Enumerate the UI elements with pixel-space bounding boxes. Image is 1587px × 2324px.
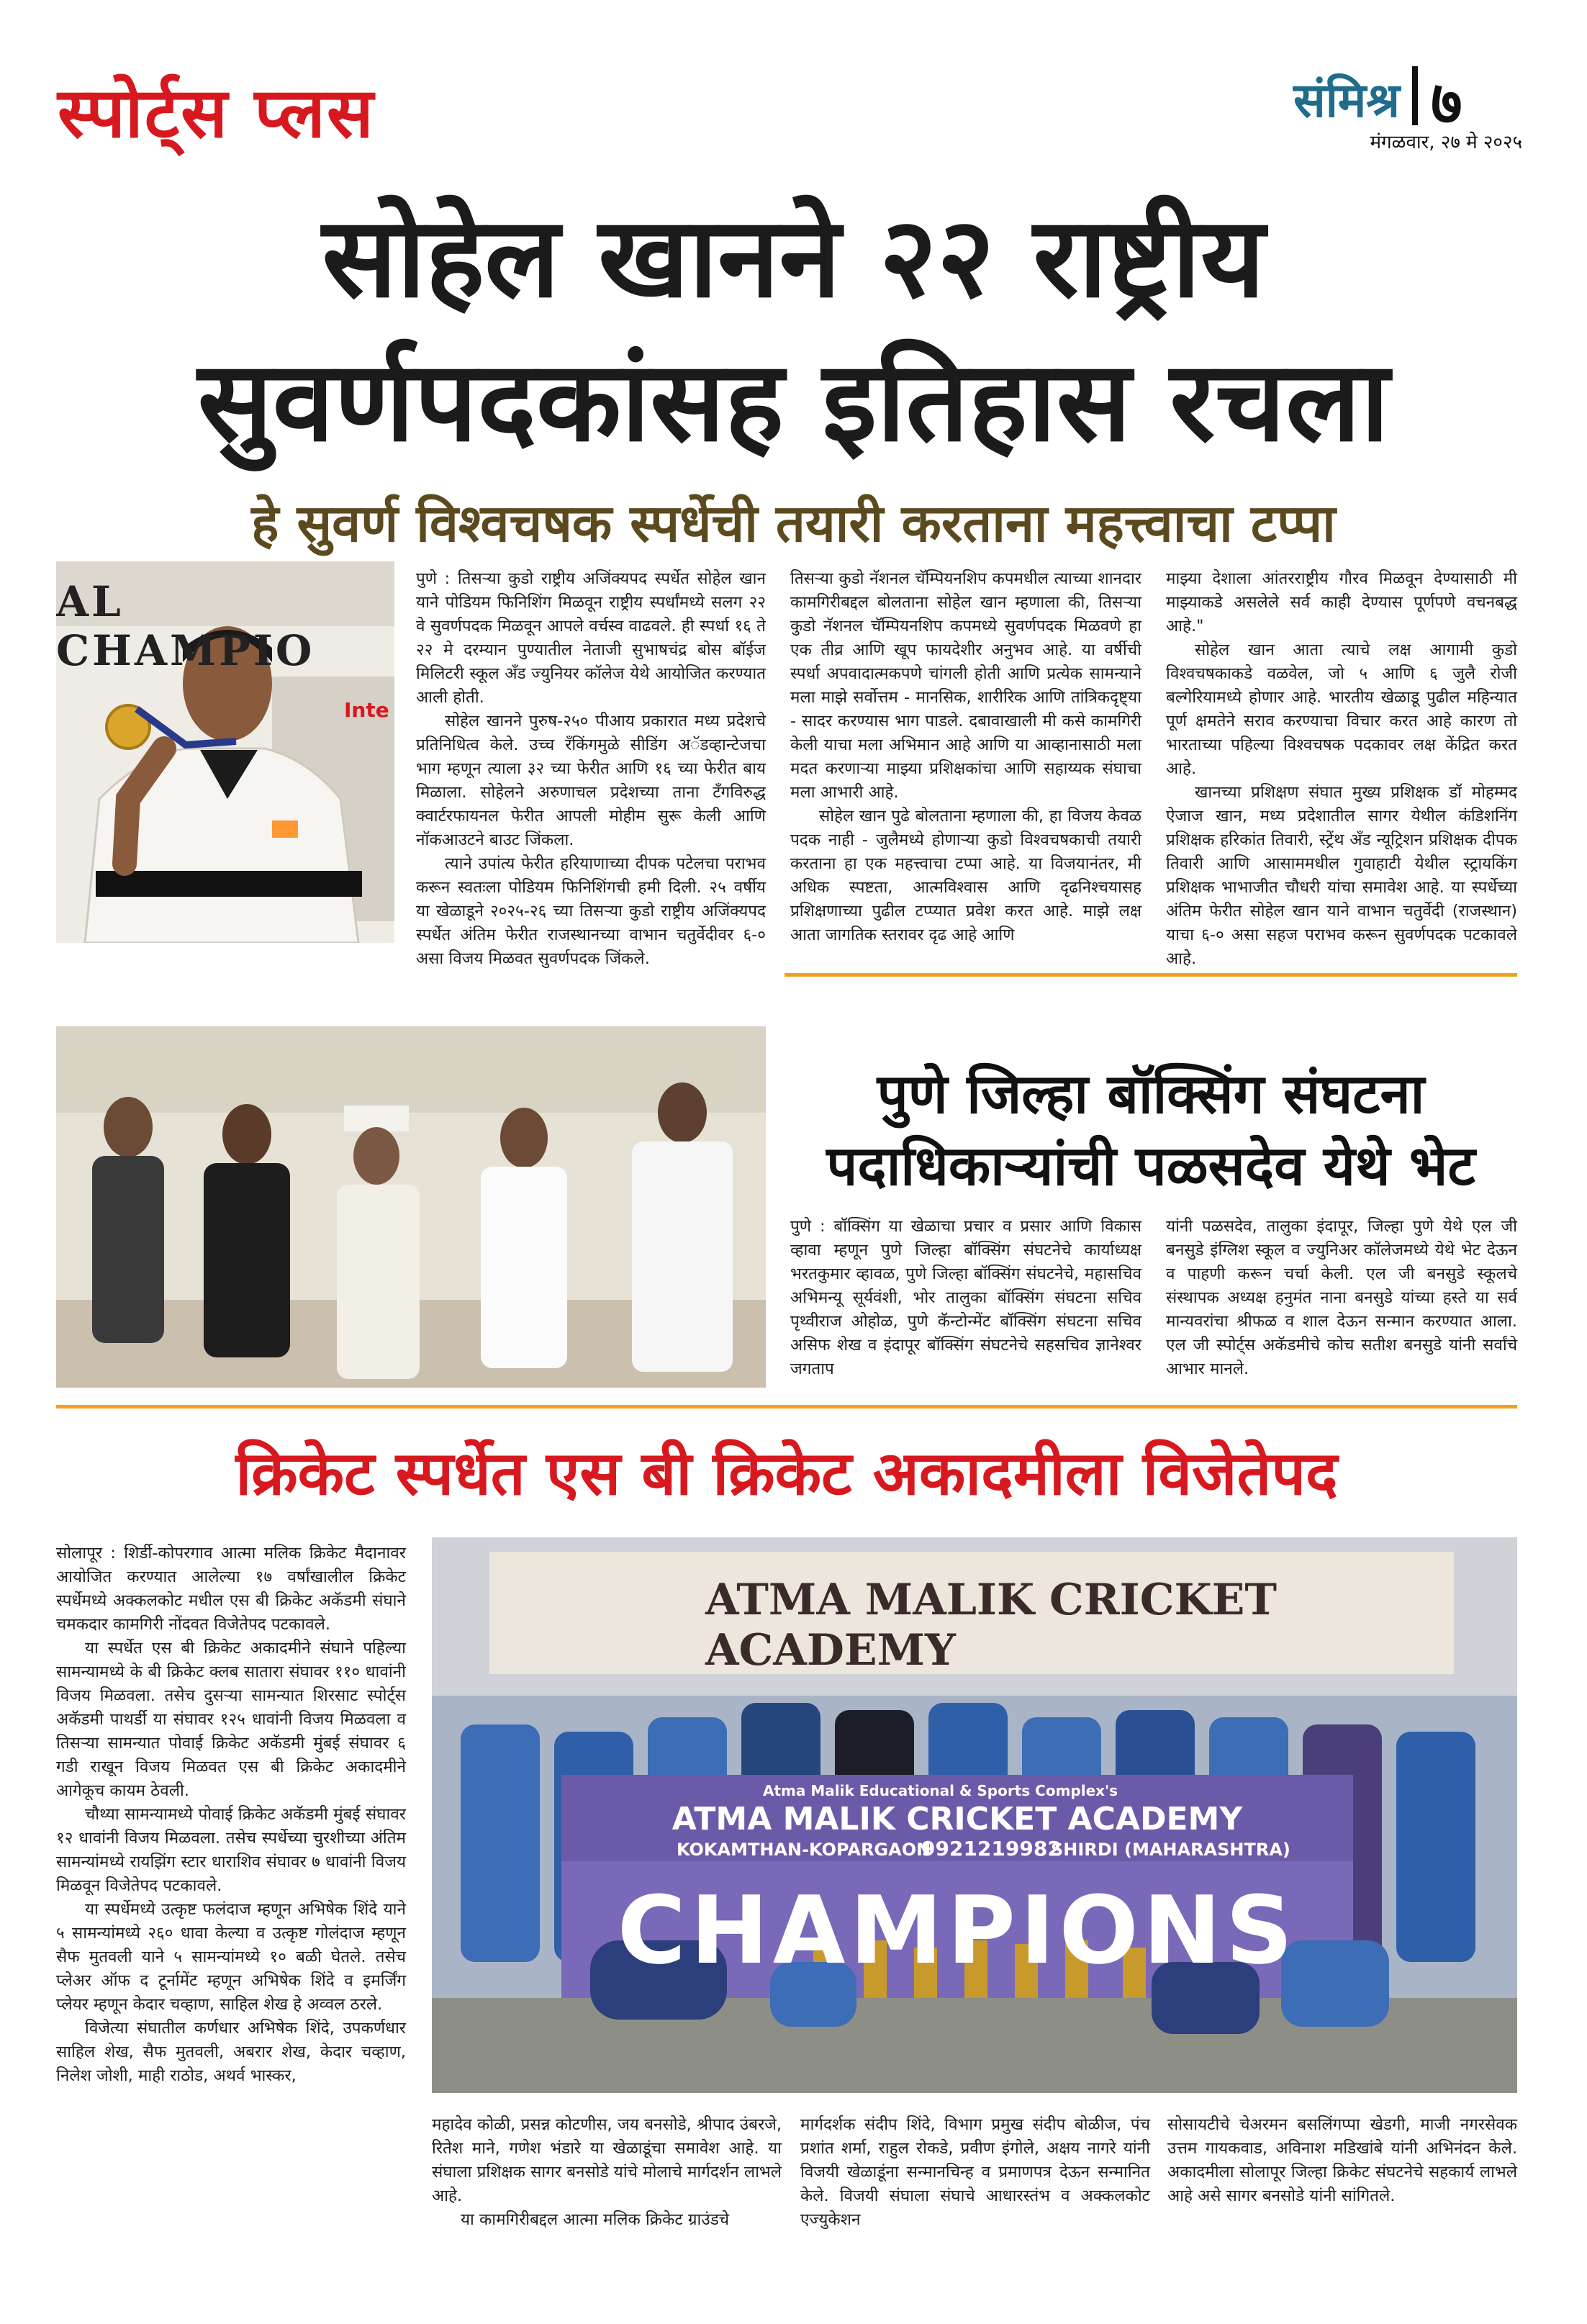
article2-col1-para1: पुणे : बॉक्सिंग या खेळाचा प्रचार व प्रसार आणि विकास व्हावा म्हणून पुणे जिल्हा बॉक्सिंग संघटनेचे कार्याध्यक्ष भरतकुमार व्हावळ, पुणे जिल्हा बॉक्सिंग संघटनेचे, महासचिव अभिमन्यू सूर्यवंशी, भोर तालुका बॉक्सिंग संघटना सचिव पृथ्वीराज ओहोळ, पुणे कॅन्टोन्मेंट बॉक्सिंग संघटना सचिव असिफ शेख व इंदापूर बॉक्सिंग संघटनेचे सहसचिव ज्ञानेश्वर जगताप	[790, 1217, 1141, 1378]
boxing-officials-photo	[56, 1026, 766, 1388]
section-divider	[1412, 66, 1418, 125]
boxing-officials-illustration	[56, 1026, 766, 1388]
article3-left-para5: विजेत्या संघातील कर्णधार अभिषेक शिंदे, उपकर्णधार साहिल शेख, सैफ मुतवली, अबरार शेख, केदार चव्हाण, निलेश जोशी, माही राठोड, अथर्व भास्कर,	[56, 2019, 406, 2085]
article1-subheadline: हे सुवर्ण विश्वचषक स्पर्धेची तयारी करताना महत्त्वाचा टप्पा	[251, 492, 1336, 553]
banner-title: ATMA MALIK CRICKET ACADEMY	[672, 1801, 1243, 1837]
article1-column-3	[1166, 567, 1517, 971]
article3-column-left	[56, 1542, 406, 2088]
article2-col2-para1: यांनी पळसदेव, तालुका इंदापूर, जिल्हा पुणे येथे एल जी बनसुडे इंग्लिश स्कूल व ज्युनिअर कॉलेजमध्ये येथे भेट देऊन व पाहणी करून चर्चा केली. एल जी बनसुडे स्कूलचे संस्थापक अध्यक्ष हनुमंत नाना बनसुडे यांच्या हस्ते या सर्व मान्यवरांचा श्रीफळ व शाल देऊन सन्मान करण्यात आला. एल जी स्पोर्ट्स अकॅडमीचे कोच सतीश बनसुडे यांनी सर्वांचे आभार मानले.	[1166, 1217, 1517, 1378]
article1-headline-line2: सुवर्णपदकांसह इतिहास रचला	[197, 336, 1390, 466]
dateline: मंगळवार, २७ मे २०२५	[1370, 132, 1522, 153]
article1-col1-para1: पुणे : तिसऱ्या कुडो राष्ट्रीय अजिंक्यपद स्पर्धेत सोहेल खान याने पोडियम फिनिशिंग मिळवून राष्ट्रीय स्पर्धांमध्ये सलग २२ वे सुवर्णपदक मिळवून आपले वर्चस्व वाढवले. ही स्पर्धा १६ ते २२ मे दरम्यान पुण्यातील नेताजी सुभाषचंद्र बोस बॉईज मिलिटरी स्कूल अँड ज्युनियर कॉलेज येथे आयोजित करण्यात आली होती.	[416, 569, 766, 707]
article1-col2-para1: तिसऱ्या कुडो नॅशनल चॅम्पियनशिप कपमधील त्याच्या शानदार कामगिरीबद्दल बोलताना सोहेल खान म्हणाला की, तिसऱ्या कुडो नॅशनल चॅम्पियनशिप कपमध्ये सुवर्णपदक मिळवणे हा एक तीव्र आणि खूप फायदेशीर अनुभव आहे. या वर्षीची स्पर्धा अपवादात्मकपणे चांगली होती आणि प्रत्येक सामन्याने मला माझे सर्वोत्तम - मानसिक, शारीरिक आणि तांत्रिकदृष्ट्या - सादर करण्यास भाग पाडले. दबावाखाली मी कसे कामगिरी केली याचा मला अभिमान आहे आणि या आव्हानासाठी मला मदत करणाऱ्या माझ्या प्रशिक्षकांचा आणि सहाय्यक संघाचा मला आभारी आहे.	[790, 569, 1141, 802]
article1-column-2	[790, 567, 1141, 947]
article2-column-2	[1166, 1215, 1517, 1381]
article3-left-para3: चौथ्या सामन्यामध्ये पोवाई क्रिकेट अकॅडमी मुंबई संघावर १२ धावांनी विजय मिळवला. तसेच स्पर्धेच्या चुरशीच्या अंतिम सामन्यांमध्ये रायझिंग स्टार धाराशिव संघावर ७ धावांनी विजय मिळवून विजेतेपद पटकावले.	[56, 1805, 406, 1895]
article3-left-para1: सोलापूर : शिर्डी-कोपरगाव आत्मा मलिक क्रिकेट मैदानावर आयोजित करण्यात आलेल्या १७ वर्षांखालील क्रिकेट स्पर्धेमध्ये अक्कलकोट मधील एस बी क्रिकेट अकॅडमी संघाने चमकदार कामगिरी नोंदवत विजेतेपद पटकावले.	[56, 1544, 406, 1634]
article2-headline-line1: पुणे जिल्हा बॉक्सिंग संघटना	[877, 1062, 1425, 1126]
article3-column-b2	[800, 2113, 1150, 2232]
masthead-title: स्पोर्ट्स प्लस	[58, 72, 375, 153]
article2-top-rule	[785, 973, 1517, 977]
article2-headline	[785, 1058, 1517, 1202]
back-banner-text: ATMA MALIK CRICKET ACADEMY	[705, 1575, 1278, 1676]
article1-headline	[43, 186, 1544, 474]
article1-col3-para1: माझ्या देशाला आंतरराष्ट्रीय गौरव मिळवून देण्यासाठी मी माझ्याकडे असलेले सर्व काही देण्यास पूर्णपणे वचनबद्ध आहे."	[1166, 569, 1517, 636]
banner-small-text: Atma Malik Educational & Sports Complex's	[763, 1782, 1118, 1799]
article2-headline-line2: पदाधिकाऱ्यांची पळसदेव येथे भेट	[826, 1134, 1475, 1198]
cricket-team-photo	[432, 1537, 1517, 2093]
article3-left-para2: या स्पर्धेत एस बी क्रिकेट अकादमीने संघाने पहिल्या सामन्यामध्ये के बी क्रिकेट क्लब सातारा संघावर ११० धावांनी विजय मिळवला. तसेच दुसऱ्या सामन्यात शिरसाट स्पोर्ट्स अकॅडमी पाथर्डी या संघावर १२५ धावांनी विजय मिळवला व तिसऱ्या सामन्यात पोवाई क्रिकेट अकॅडमी मुंबई संघावर ६ गडी राखून विजय मिळवत एस बी क्रिकेट अकादमीने आगेकूच कायम ठेवली.	[56, 1639, 406, 1800]
article3-b1-para2: या कामगिरीबद्दल आत्मा मलिक क्रिकेट ग्राउंडचे	[461, 2210, 730, 2229]
banner-phone: 9921219982	[921, 1837, 1062, 1860]
article1-col2-para2: सोहेल खान पुढे बोलताना म्हणाला की, हा विजय केवळ पदक नाही - जुलैमध्ये होणाऱ्या कुडो विश्वचषकाची तयारी करताना हा एक महत्त्वाचा टप्पा आहे. या विजयानंतर, मी अधिक स्पष्टता, आत्मविश्वास आणि दृढनिश्चयासह प्रशिक्षणाच्या पुढील टप्प्यात प्रवेश करत आहे. माझे लक्ष आता जागतिक स्तरावर दृढ आहे आणि	[790, 807, 1141, 944]
article1-col3-para2: सोहेल खान आता त्याचे लक्ष आगामी कुडो विश्वचषकाकडे वळवेल, जो ५ आणि ६ जुलै रोजी बल्गेरियामध्ये होणार आहे. भारतीय खेळाडू पुढील महिन्यात पूर्ण क्षमतेने सराव करण्याचा विचार करत आहे कारण तो भारताच्या पहिल्या विश्वचषक पदकावर लक्ष केंद्रित करत आहे.	[1166, 641, 1517, 778]
banner-champions: CHAMPIONS	[617, 1876, 1298, 1985]
article1-col1-para3: त्याने उपांत्य फेरीत हरियाणाच्या दीपक पटेलचा पराभव करून स्वतःला पोडियम फिनिशिंगची हमी दिली. २५ वर्षीय या खेळाडूने २०२५-२६ च्या तिसऱ्या कुडो राष्ट्रीय अजिंक्यपद स्पर्धेत अंतिम फेरीत राजस्थानच्या वाभान चतुर्वेदीवर ६-० असा विजय मिळवत सुवर्णपदक जिंकले.	[416, 854, 766, 968]
section-label: संमिश्र	[1293, 72, 1400, 128]
article1-column-1	[416, 567, 766, 971]
article3-left-para4: या स्पर्धेमध्ये उत्कृष्ट फलंदाज म्हणून अभिषेक शिंदे याने ५ सामन्यांमध्ये २६० धावा केल्या व उत्कृष्ट गोलंदाज म्हणून सैफ मुतवली याने ५ सामन्यांमध्ये १० बळी घेतले. तसेच प्लेअर ऑफ द टूर्नामेंट म्हणून अभिषेक शिंदे व इमर्जिंग प्लेयर म्हणून केदार चव्हाण, साहिल शेख हे अव्वल ठरले.	[56, 1900, 406, 2014]
article3-top-rule	[56, 1405, 1517, 1409]
article1-headline-line1: सोहेल खानने २२ राष्ट्रीय	[322, 192, 1265, 322]
article3-b1-para1: महादेव कोळी, प्रसन्न कोटणीस, जय बनसोडे, श्रीपाद उंबरजे, रितेश माने, गणेश भंडारे या खेळाडूंचा समावेश आहे. या संघाला प्रशिक्षक सागर बनसोडे यांचे मोलाचे मार्गदर्शन लाभले आहे.	[432, 2115, 782, 2205]
article3-headline: क्रिकेट स्पर्धेत एस बी क्रिकेट अकादमीला विजेतेपद	[235, 1437, 1338, 1509]
photo-banner-text: AL CHAMPIO	[56, 577, 315, 675]
photo-banner-text-2: Inte	[344, 698, 389, 722]
article3-b3-para1: सोसायटीचे चेअरमन बसलिंगप्पा खेडगी, माजी नगरसेवक उत्तम गायकवाड, अविनाश मडिखांबे यांनी अभिनंदन केले. अकादमीला सोलापूर जिल्हा क्रिकेट संघटनेचे सहकार्य लाभले आहे असे सागर बनसोडे यांनी सांगितले.	[1167, 2115, 1517, 2205]
article3-column-b3	[1167, 2113, 1517, 2208]
article1-col1-para2: सोहेल खानने पुरुष-२५० पीआय प्रकारात मध्य प्रदेशचे प्रतिनिधित्व केले. उच्च रँकिंगमुळे सीडिंग अॅडव्हान्टेजचा भाग म्हणून त्याला ३२ च्या फेरीत आणि १६ च्या फेरीत बाय मिळाला. सोहेलने अरुणाचल प्रदेशच्या ताना टँगविरुद्ध क्वार्टरफायनल फेरीत आपली मोहीम सुरू केली आणि नॉकआउटने बाउट जिंकला.	[416, 712, 766, 849]
page-number: ७	[1431, 68, 1462, 138]
banner-place-2: SHIRDI (MAHARASHTRA)	[1051, 1840, 1290, 1860]
article3-column-b1	[432, 2113, 782, 2232]
sohel-khan-photo	[56, 561, 394, 943]
article1-col3-para3: खानच्या प्रशिक्षण संघात मुख्य प्रशिक्षक डॉ मोहम्मद ऐजाज खान, मध्य प्रदेशातील सागर येथील कंडिशनिंग प्रशिक्षक हरिकांत तिवारी, स्ट्रेंथ अँड न्यूट्रिशन प्रशिक्षक दीपक तिवारी आणि आसाममधील गुवाहाटी येथील स्ट्रायकिंग प्रशिक्षक भाभाजीत चौधरी यांचा समावेश आहे. या स्पर्धेच्या अंतिम फेरीत सोहेल खान याने वाभान चतुर्वेदी (राजस्थान) याचा ६-० असा सहज पराभव करून सुवर्णपदक पटकावले आहे.	[1166, 783, 1517, 968]
article2-column-1	[790, 1215, 1141, 1381]
banner-place: KOKAMTHAN-KOPARGAON	[677, 1840, 931, 1860]
article3-b2-para1: मार्गदर्शक संदीप शिंदे, विभाग प्रमुख संदीप बोळीज, पंच प्रशांत शर्मा, राहुल रोकडे, प्रवीण इंगोले, अक्षय नागरे यांनी विजयी खेळाडूंना सन्मानचिन्ह व प्रमाणपत्र देऊन सन्मानित केले. विजयी संघाला संघाचे आधारस्तंभ व अक्कलकोट एज्युकेशन	[800, 2115, 1150, 2229]
